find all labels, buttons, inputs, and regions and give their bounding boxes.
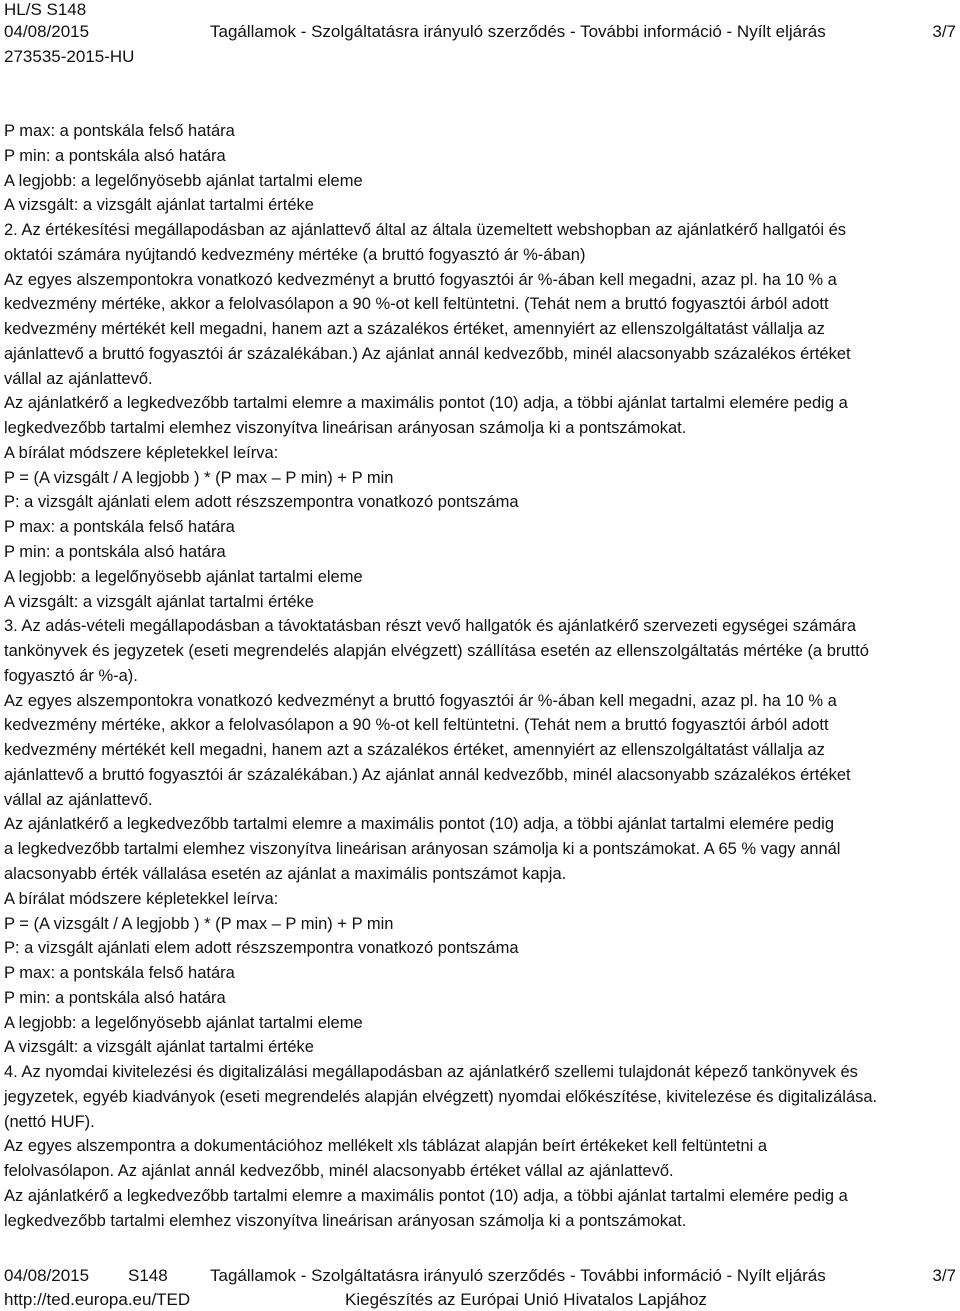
text-line: P: a vizsgált ajánlati elem adott részszempontra vonatkozó pontszáma xyxy=(4,493,519,512)
text-line: A vizsgált: a vizsgált ajánlat tartalmi értéke xyxy=(4,592,314,611)
text-line: kedvezmény mértékét kell megadni, hanem azt a százalékos értéket, amennyiért az ellenszolgáltatást vállalja az xyxy=(4,320,825,339)
text-line: Az ajánlatkérő a legkedvezőbb tartalmi elemre a maximális pontot (10) adja, a többi ajánlat tartalmi elemére pedig a xyxy=(4,394,848,413)
text-line: P = (A vizsgált / A legjobb ) * (P max – P min) + P min xyxy=(4,468,394,487)
text-line: a legkedvezőbb tartalmi elemhez viszonyítva lineárisan arányosan számolja ki a pontszámokat. A 65 % vagy annál xyxy=(4,840,841,859)
text-line: Az egyes alszempontra a dokumentációhoz mellékelt xls táblázat alapján beírt értékeket kell feltüntetni a xyxy=(4,1137,768,1156)
text-line: Az ajánlatkérő a legkedvezőbb tartalmi elemre a maximális pontot (10) adja, a többi ajánlat tartalmi elemére pedig a xyxy=(4,1186,848,1205)
text-line: A legjobb: a legelőnyösebb ajánlat tartalmi eleme xyxy=(4,171,363,190)
text-line: kedvezmény mértékét kell megadni, hanem azt a százalékos értéket, amennyiért az ellenszolgáltatást vállalja az xyxy=(4,741,825,760)
text-line: vállal az ajánlattevő. xyxy=(4,369,153,388)
text-line: Az ajánlatkérő a legkedvezőbb tartalmi elemre a maximális pontot (10) adja, a többi ajánlat tartalmi elemére pedig xyxy=(4,815,835,834)
text-line: A legjobb: a legelőnyösebb ajánlat tartalmi eleme xyxy=(4,567,363,586)
text-line: P: a vizsgált ajánlati elem adott részszempontra vonatkozó pontszáma xyxy=(4,939,519,958)
header-page-number: 3/7 xyxy=(932,22,956,41)
text-line: oktatói számára nyújtandó kedvezmény mértéke (a bruttó fogyasztó ár %-ában) xyxy=(4,245,586,264)
text-line: kedvezmény mértéke, akkor a felolvasólapon a 90 %-ot kell feltüntetni. (Tehát nem a bruttó fogyasztói árból adott xyxy=(4,716,829,735)
text-line: felolvasólapon. Az ajánlat annál kedvezőbb, minél alacsonyabb értéket vállal az ajánlattevő. xyxy=(4,1162,674,1181)
text-line: A vizsgált: a vizsgált ajánlat tartalmi értéke xyxy=(4,196,314,215)
text-line: legkedvezőbb tartalmi elemhez viszonyítva lineárisan arányosan számolja ki a pontszámokat. xyxy=(4,1211,687,1230)
text-line: P max: a pontskála felső határa xyxy=(4,122,235,140)
text-line: A bírálat módszere képletekkel leírva: xyxy=(4,889,279,908)
footer-supplement: Kiegészítés az Európai Unió Hivatalos Lapjához xyxy=(345,1290,707,1309)
notice-id: 273535-2015-HU xyxy=(4,47,135,66)
text-line: ajánlattevő a bruttó fogyasztói ár százalékában.) Az ajánlat annál kedvezőbb, minél alacsonyabb százalékos értéket xyxy=(4,344,851,363)
footer-date: 04/08/2015 xyxy=(4,1266,90,1285)
text-line: A bírálat módszere képletekkel leírva: xyxy=(4,443,279,462)
text-line: (nettó HUF). xyxy=(4,1112,95,1131)
document-body xyxy=(4,119,956,1233)
text-line: fogyasztó ár %-a). xyxy=(4,666,138,685)
header-date: 04/08/2015 xyxy=(4,22,90,41)
text-line: tankönyvek és jegyzetek (eseti megrendelés alapján elvégzett) szállítása esetén az ellenszolgáltatás mértéke (a bruttó xyxy=(4,642,869,661)
text-line: P min: a pontskála alsó határa xyxy=(4,988,226,1007)
text-line: P min: a pontskála alsó határa xyxy=(4,543,226,562)
text-line: 4. Az nyomdai kivitelezési és digitalizálási megállapodásban az ajánlatkérő szellemi tulajdonát képező tankönyvek és xyxy=(4,1063,858,1082)
footer-title: Tagállamok - Szolgáltatásra irányuló szerződés - További információ - Nyílt eljárás xyxy=(210,1266,826,1285)
text-line: legkedvezőbb tartalmi elemhez viszonyítva lineárisan arányosan számolja ki a pontszámokat. xyxy=(4,419,687,438)
text-line: P = (A vizsgált / A legjobb ) * (P max – P min) + P min xyxy=(4,914,394,933)
text-line: P max: a pontskála felső határa xyxy=(4,518,235,537)
text-line: alacsonyabb érték vállalása esetén az ajánlat a maximális pontszámot kapja. xyxy=(4,864,567,883)
text-line: P min: a pontskála alsó határa xyxy=(4,146,226,165)
header-title: Tagállamok - Szolgáltatásra irányuló szerződés - További információ - Nyílt eljárás xyxy=(210,22,826,41)
footer-page-number: 3/7 xyxy=(932,1266,956,1285)
doc-code: HL/S S148 xyxy=(4,0,87,19)
text-line: kedvezmény mértéke, akkor a felolvasólapon a 90 %-ot kell feltüntetni. (Tehát nem a bruttó fogyasztói árból adott xyxy=(4,295,829,314)
text-line: A legjobb: a legelőnyösebb ajánlat tartalmi eleme xyxy=(4,1013,363,1032)
text-line: ajánlattevő a bruttó fogyasztói ár százalékában.) Az ajánlat annál kedvezőbb, minél alacsonyabb százalékos értéket xyxy=(4,765,851,784)
text-line: Az egyes alszempontokra vonatkozó kedvezményt a bruttó fogyasztói ár %-ában kell megadni, azaz pl. ha 10 % a xyxy=(4,270,837,289)
text-line: jegyzetek, egyéb kiadványok (eseti megrendelés alapján elvégzett) nyomdai előkészítése, kivitelezése és digitalizálása. xyxy=(4,1087,878,1106)
text-line: P max: a pontskála felső határa xyxy=(4,964,235,983)
text-line: 3. Az adás-vételi megállapodásban a távoktatásban részt vevő hallgatók és ajánlatkérő szervezeti egységei számára xyxy=(4,617,857,636)
footer-url[interactable]: http://ted.europa.eu/TED xyxy=(4,1290,191,1309)
footer-series: S148 xyxy=(128,1266,168,1285)
text-line: A vizsgált: a vizsgált ajánlat tartalmi értéke xyxy=(4,1038,314,1057)
text-line: 2. Az értékesítési megállapodásban az ajánlattevő által az általa üzemeltett webshopban az ajánlatkérő hallgatói és xyxy=(4,221,847,240)
text-line: Az egyes alszempontokra vonatkozó kedvezményt a bruttó fogyasztói ár %-ában kell megadni, azaz pl. ha 10 % a xyxy=(4,691,837,710)
text-line: vállal az ajánlattevő. xyxy=(4,790,153,809)
